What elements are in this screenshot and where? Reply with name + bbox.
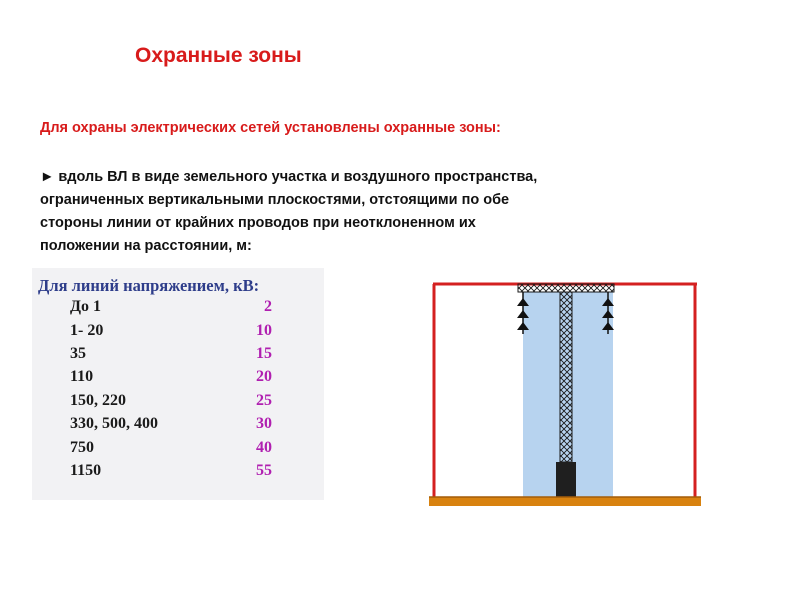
distance-cell: 15: [256, 345, 272, 362]
distance-cell: 2: [264, 298, 272, 315]
ground-strip: [429, 497, 701, 506]
bullet-line: ограниченных вертикальными плоскостями, отстоящими по обе: [40, 192, 510, 208]
voltage-cell: 330, 500, 400: [70, 415, 158, 432]
distance-cell: 40: [256, 439, 272, 456]
distance-cell: 20: [256, 368, 272, 385]
voltage-cell: 750: [70, 439, 94, 456]
table-header: Для линий напряжением, кВ:: [38, 276, 260, 295]
bullet-line: положении на расстоянии, м:: [40, 238, 252, 254]
table-row: [32, 462, 324, 486]
table-row: [32, 345, 324, 369]
distance-cell: 10: [256, 322, 272, 339]
bullet-line: ► вдоль ВЛ в виде земельного участка и воздушного пространства,: [40, 169, 538, 185]
slide-title: Охранные зоны: [135, 44, 302, 67]
protection-zone-diagram: [429, 270, 701, 506]
distance-cell: 25: [256, 392, 272, 409]
intro-text: Для охраны электрических сетей установлены охранные зоны:: [40, 120, 501, 136]
tower-lattice: [560, 292, 572, 462]
table-row: [32, 439, 324, 463]
table-row: [32, 298, 324, 322]
voltage-cell: 1- 20: [70, 322, 104, 339]
voltage-cell: 1150: [70, 462, 102, 479]
distance-cell: 55: [256, 462, 272, 479]
voltage-cell: До 1: [70, 298, 102, 315]
voltage-cell: 110: [70, 368, 94, 385]
voltage-cell: 150, 220: [70, 392, 126, 409]
table-row: [32, 392, 324, 416]
distance-cell: 30: [256, 415, 272, 432]
crossarm: [518, 284, 614, 292]
tower-base: [556, 462, 576, 497]
table-row: [32, 368, 324, 392]
voltage-distance-table: [32, 268, 324, 500]
voltage-cell: 35: [70, 345, 86, 362]
table-row: [32, 415, 324, 439]
table-row: [32, 322, 324, 346]
bullet-paragraph: [40, 166, 760, 258]
bullet-line: стороны линии от крайних проводов при неотклоненном их: [40, 215, 476, 231]
